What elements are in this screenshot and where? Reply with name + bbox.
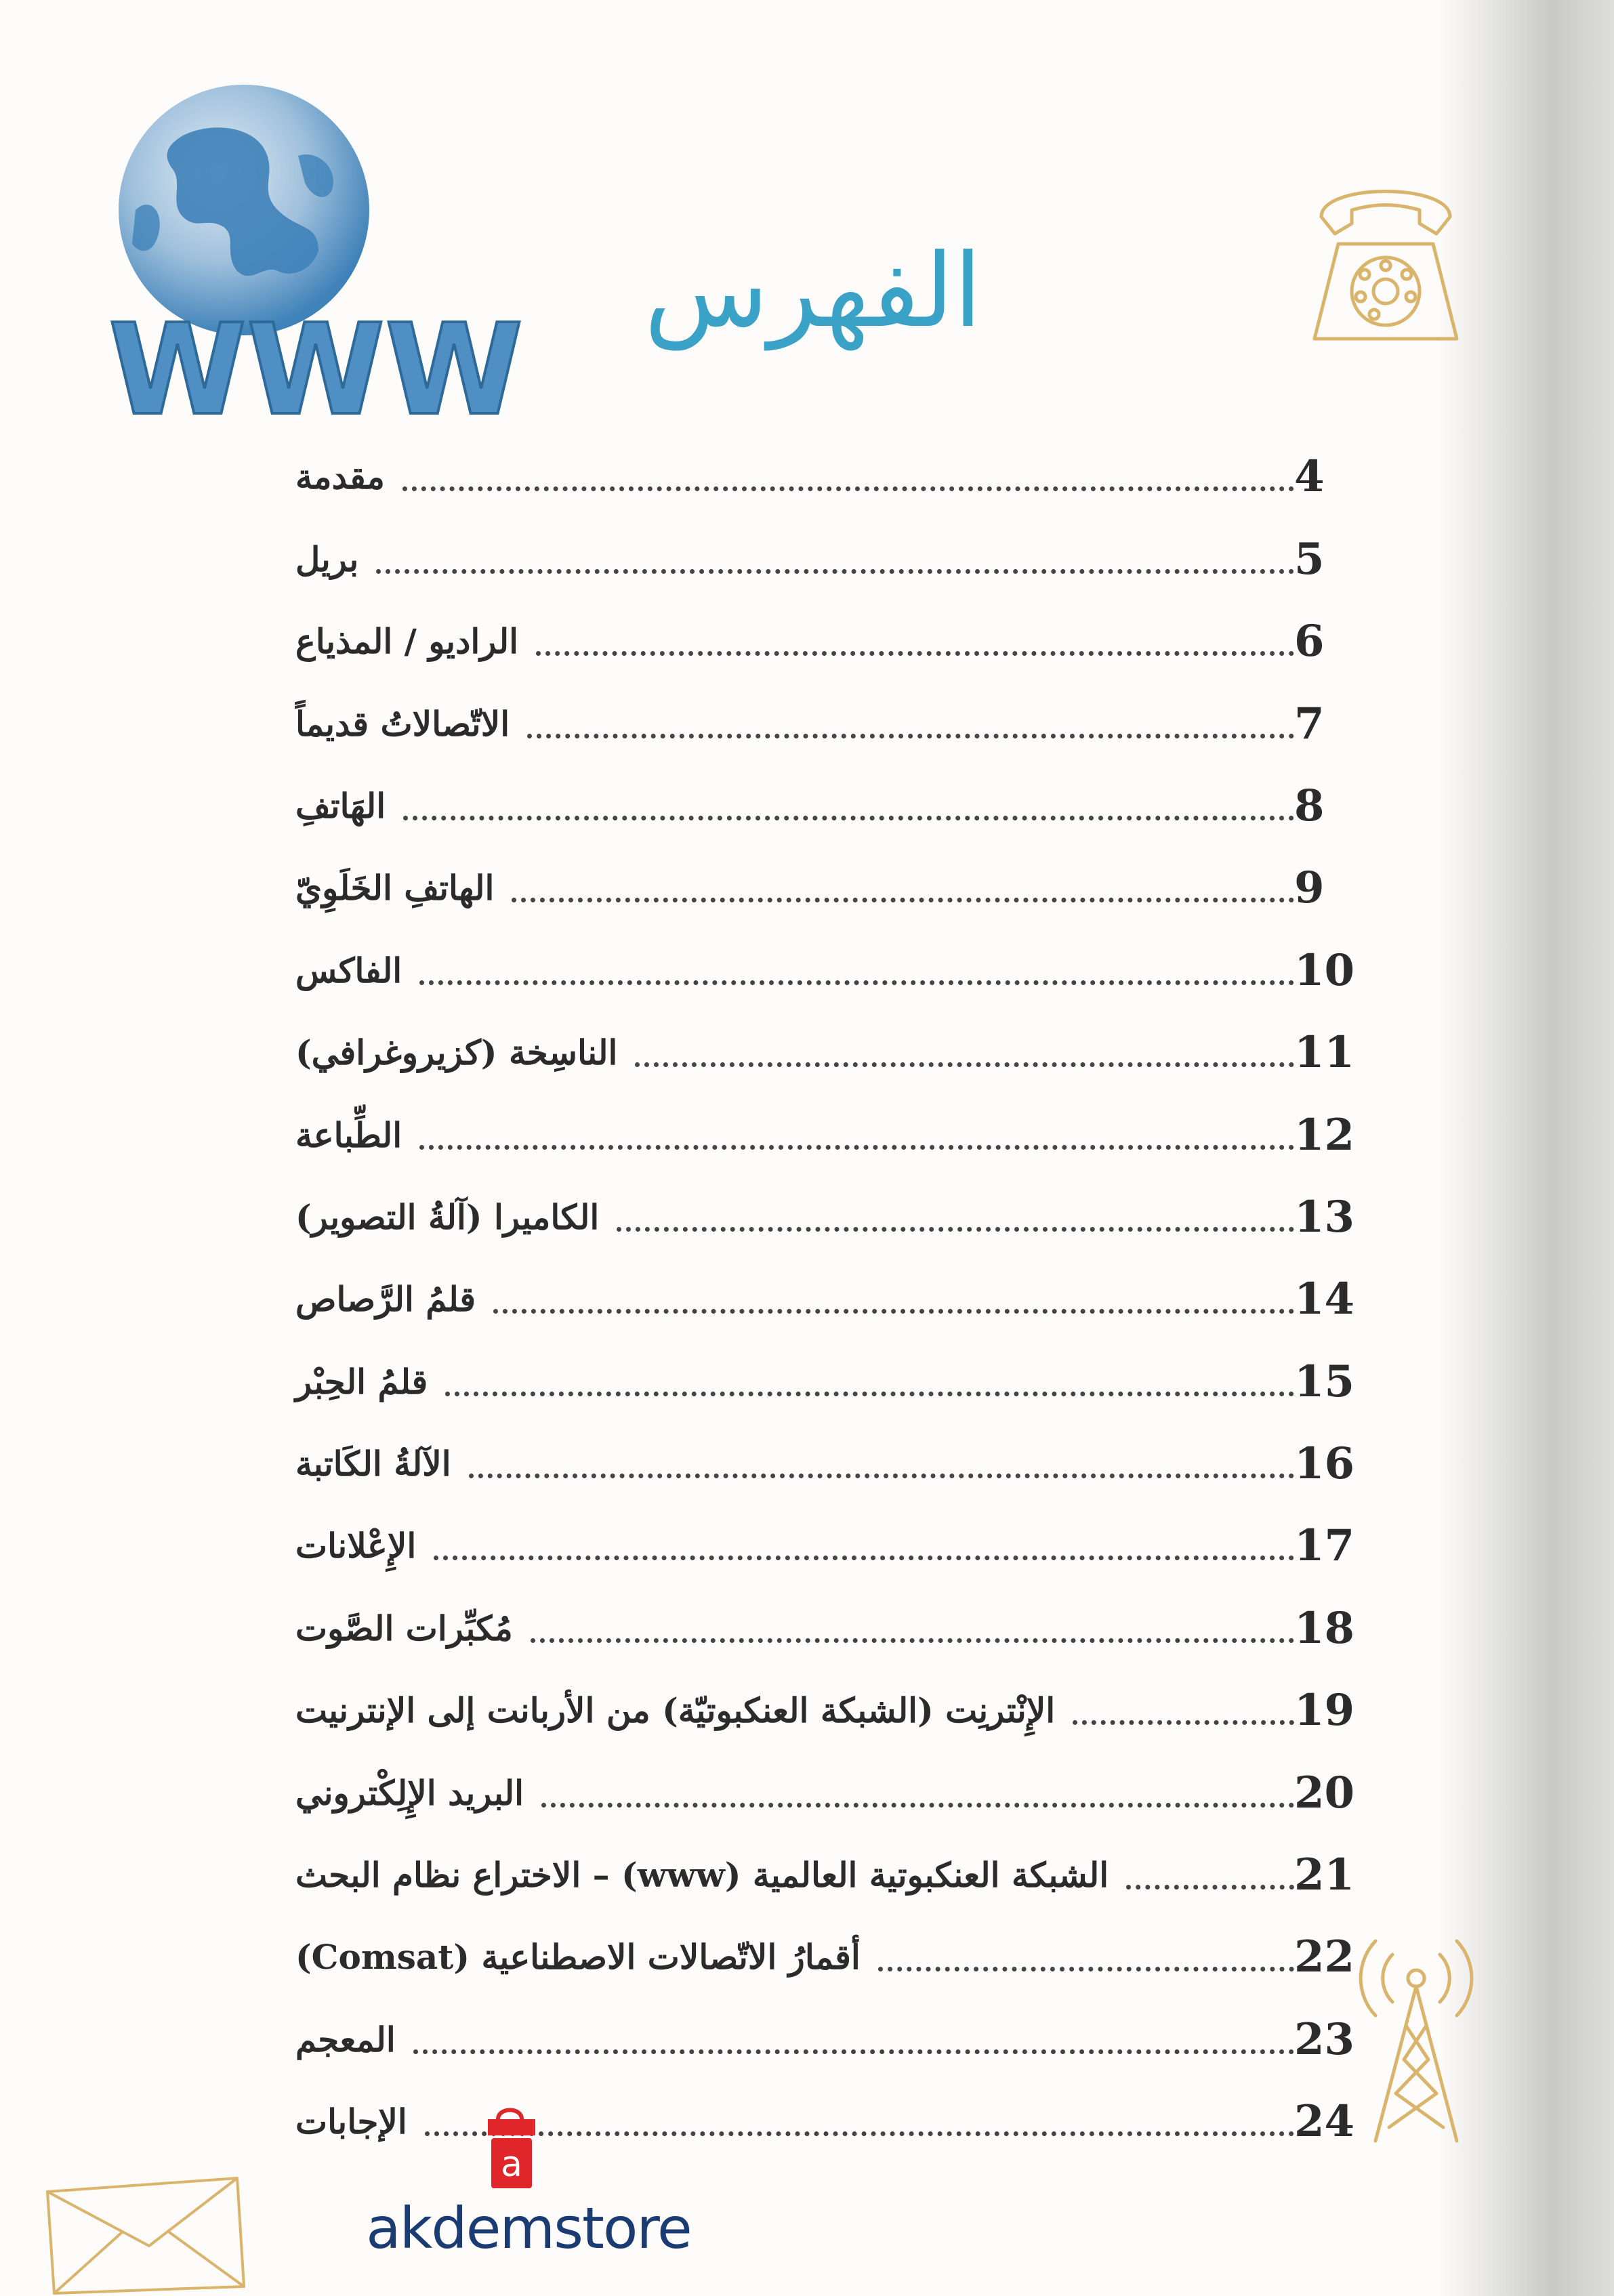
toc-entry-page: 21 [1294,1850,1355,1901]
table-of-contents [285,421,1369,2148]
toc-entry-page: 16 [1294,1438,1355,1490]
toc-entry-page: 24 [1294,2096,1355,2148]
toc-entry-title: المعجم [295,2019,396,2060]
toc-entry[interactable] [285,833,1369,915]
toc-entry[interactable] [285,1079,1369,1161]
store-bag-icon [352,2107,705,2195]
toc-entry[interactable] [285,1820,1369,1902]
toc-leader-dots [445,1392,1294,1396]
toc-entry-title: مُكبِّرات الصَّوت [295,1608,513,1648]
toc-entry-title: الإجابات [295,2102,407,2142]
toc-entry[interactable] [285,915,1369,997]
toc-leader-dots [531,1638,1294,1643]
toc-entry-page: 11 [1294,1027,1355,1079]
toc-entry-page: 5 [1294,533,1325,585]
toc-entry[interactable] [285,421,1369,503]
toc-leader-dots [617,1227,1294,1232]
page-title: الفهرس [644,232,982,350]
envelope-icon [41,2165,244,2293]
toc-entry-title: الراديو / المذياع [295,621,518,662]
toc-leader-dots [536,651,1294,656]
toc-leader-dots [419,1145,1294,1150]
toc-leader-dots [512,898,1294,902]
toc-entry-title: الآلةُ الكَاتبة [295,1444,451,1484]
store-bag-letter: a [501,2144,522,2185]
toc-entry[interactable] [285,1244,1369,1326]
toc-leader-dots [413,2049,1294,2054]
toc-entry-page: 7 [1294,698,1325,749]
toc-leader-dots [1073,1720,1294,1725]
toc-leader-dots [469,1474,1294,1478]
toc-entry-title: الاتّصالاتُ قديماً [295,703,510,744]
toc-entry[interactable] [285,668,1369,750]
toc-entry-page: 18 [1294,1602,1355,1654]
toc-entry-title: البريد الإِلِكْتروني [295,1772,524,1813]
toc-entry[interactable] [285,503,1369,585]
toc-entry-page: 13 [1294,1191,1355,1243]
toc-entry-page: 12 [1294,1109,1355,1161]
toc-entry-title: الهاتفِ الخَلَوِيّ [295,868,495,909]
toc-entry-title: الإِعْلانات [295,1526,417,1566]
toc-entry[interactable] [285,586,1369,668]
toc-entry-page: 10 [1294,944,1355,996]
toc-leader-dots [1126,1885,1294,1890]
toc-entry-page: 17 [1294,1520,1355,1572]
toc-leader-dots [403,816,1294,820]
toc-entry-page: 19 [1294,1685,1355,1736]
store-name: akdemstore [366,2195,691,2261]
toc-entry[interactable] [285,751,1369,833]
toc-entry-title: الناسِخة (كزيروغرافي) [295,1032,618,1073]
toc-entry[interactable] [285,1902,1369,1984]
toc-entry-title: الهَاتفِ [295,785,386,826]
toc-entry-page: 20 [1294,1767,1355,1818]
telephone-icon [1301,169,1470,359]
toc-entry[interactable] [285,997,1369,1079]
toc-entry-title: الشبكة العنكبوتية العالمية (www) – الاختراع نظام البحث [295,1855,1109,1896]
toc-entry-title: الإِنْترنِت (الشبكة العنكبوتيّة) من الأربانت إلى الإنترنيت [295,1690,1056,1731]
toc-entry[interactable] [285,1737,1369,1819]
toc-entry[interactable] [285,1655,1369,1737]
toc-entry[interactable] [285,1408,1369,1490]
toc-leader-dots [419,980,1294,985]
toc-leader-dots [434,1556,1294,1560]
toc-leader-dots [541,1803,1294,1808]
toc-entry-page: 6 [1294,616,1325,667]
toc-entry-title: الكاميرا (آلةُ التصوير) [295,1196,600,1237]
toc-entry-title: مقدمة [295,457,385,497]
toc-entry[interactable] [285,1162,1369,1244]
toc-entry-page: 23 [1294,2013,1355,2065]
toc-entry-title: الطِّباعة [295,1114,402,1155]
toc-leader-dots [376,569,1294,574]
toc-entry-title: بريل [295,539,359,579]
antenna-icon [1348,1924,1484,2148]
toc-leader-dots [635,1062,1294,1067]
toc-entry[interactable] [285,1572,1369,1654]
toc-entry[interactable] [285,1984,1369,2066]
toc-entry[interactable] [285,1326,1369,1408]
www-logo-text: WWW [108,297,524,443]
toc-entry-page: 14 [1294,1274,1355,1325]
toc-leader-dots [493,1309,1294,1314]
globe-www-icon [95,108,524,443]
toc-entry-title: أقمارُ الاتّصالات الاصطناعية (Comsat) [295,1937,861,1978]
toc-leader-dots [527,734,1294,738]
toc-entry-title: الفاكس [295,950,402,990]
store-logo [352,2107,705,2263]
toc-entry[interactable] [285,1490,1369,1572]
toc-entry-page: 15 [1294,1356,1355,1407]
toc-entry-page: 4 [1294,451,1325,503]
toc-leader-dots [878,1967,1294,1971]
toc-entry-title: قلمُ الرَّصاص [295,1279,476,1320]
toc-entry-title: قلمُ الحِبْر [295,1361,428,1402]
toc-entry-page: 8 [1294,780,1325,831]
toc-entry-page: 22 [1294,1932,1355,1983]
toc-leader-dots [402,486,1294,491]
toc-entry-page: 9 [1294,862,1325,914]
